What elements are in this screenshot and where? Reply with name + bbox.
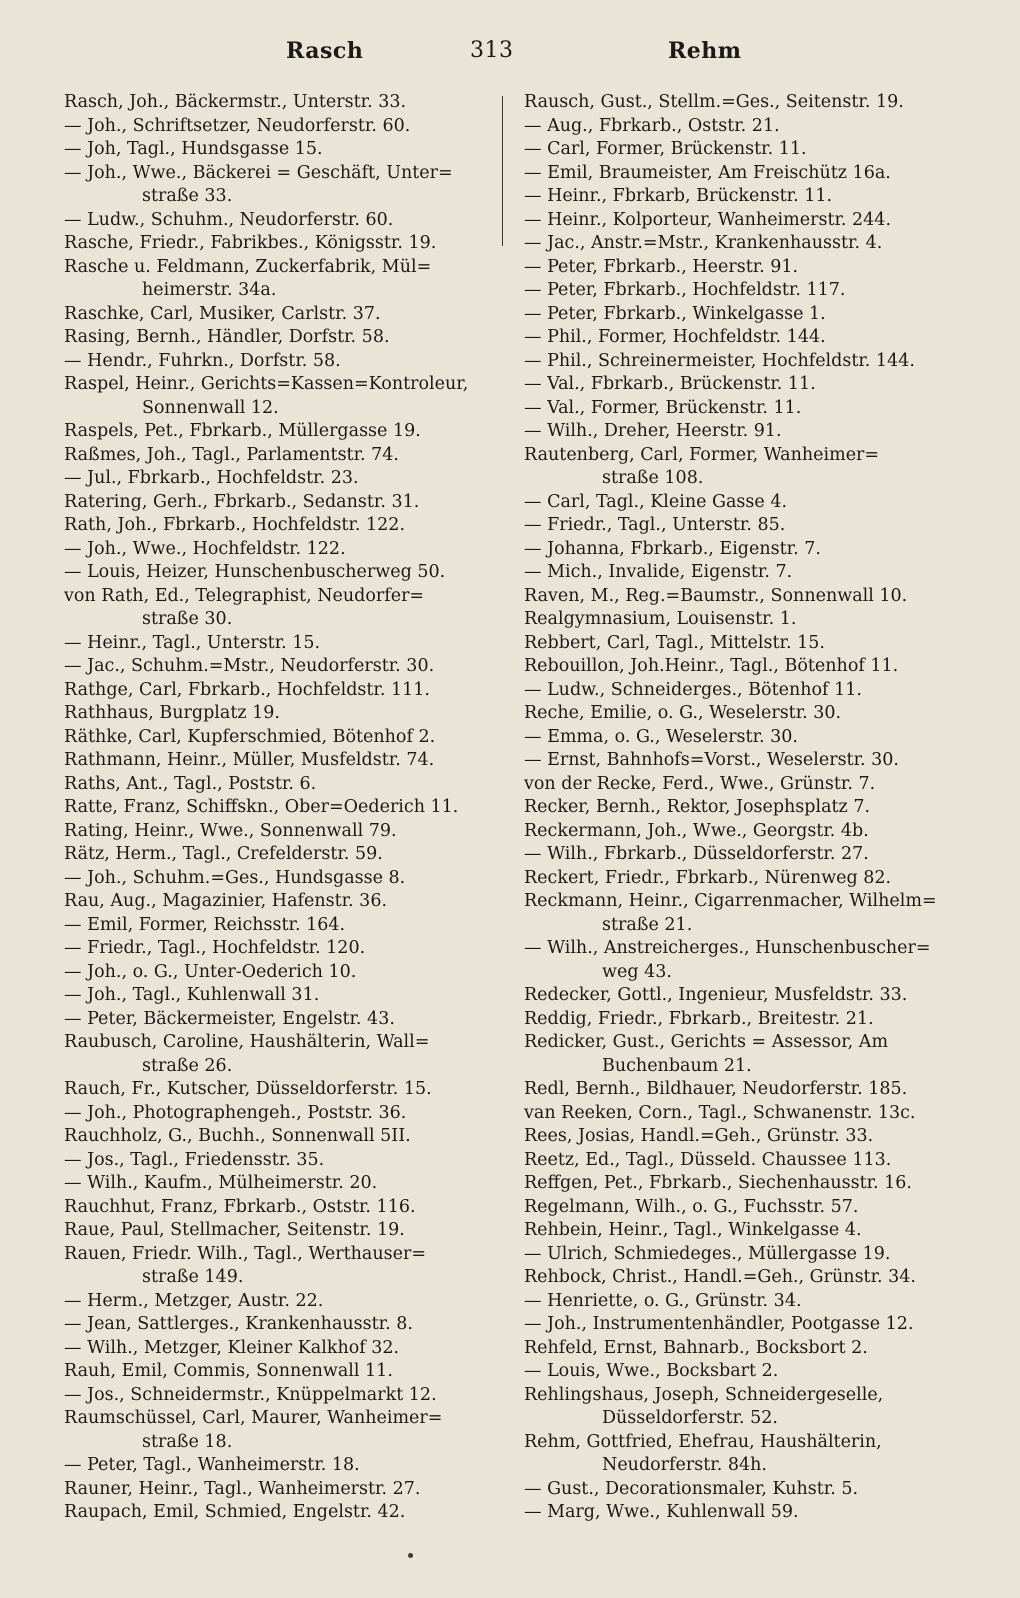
directory-entry-line: Rathmann, Heinr., Müller, Musfeldstr. 74. [64, 750, 435, 770]
directory-entry-line: Redl, Bernh., Bildhauer, Neudorferstr. 185. [524, 1079, 908, 1099]
directory-entry-line: — Wilh., Dreher, Heerstr. 91. [524, 421, 782, 441]
directory-entry-line: Redicker, Gust., Gerichts = Assessor, Am [524, 1032, 889, 1052]
directory-entry-line: — Wilh., Fbrkarb., Düsseldorferstr. 27. [524, 844, 869, 864]
directory-entry-line: Raths, Ant., Tagl., Poststr. 6. [64, 773, 317, 794]
directory-entry-line: Rehfeld, Ernst, Bahnarb., Bocksbort 2. [524, 1337, 868, 1358]
directory-entry-line: — Peter, Fbrkarb., Winkelgasse 1. [524, 303, 826, 324]
directory-entry-line: — Wilh., Kaufm., Mülheimerstr. 20. [64, 1173, 378, 1193]
directory-entry-line: — Jac., Schuhm.=Mstr., Neudorferstr. 30. [64, 656, 435, 676]
directory-entry-line: Rauchhut, Franz, Fbrkarb., Oststr. 116. [64, 1196, 416, 1217]
directory-entry-line: — Joh., Tagl., Kuhlenwall 31. [64, 985, 320, 1005]
directory-entry-line: Realgymnasium, Louisenstr. 1. [524, 609, 797, 629]
directory-entry-line: — Carl, Former, Brückenstr. 11. [524, 139, 807, 159]
directory-entry-line: — Marg, Wwe., Kuhlenwall 59. [524, 1502, 799, 1522]
entry-continuation-line: straße 21. [602, 914, 693, 935]
directory-entry-line: Ratering, Gerh., Fbrkarb., Sedanstr. 31. [64, 491, 420, 512]
right-column [524, 91, 968, 1525]
directory-entry-line: van Reeken, Corn., Tagl., Schwanenstr. 13c. [524, 1102, 916, 1123]
directory-entry-line: — Joh, Tagl., Hundsgasse 15. [64, 139, 323, 159]
directory-entry-line: — Peter, Tagl., Wanheimerstr. 18. [64, 1455, 360, 1475]
directory-entry-line: Raupach, Emil, Schmied, Engelstr. 42. [64, 1502, 406, 1522]
page-number: 313 [470, 38, 514, 63]
directory-entry-line: — Louis, Heizer, Hunschenbuscherweg 50. [64, 562, 446, 582]
directory-entry-line: Rauner, Heinr., Tagl., Wanheimerstr. 27. [64, 1478, 421, 1499]
directory-entry-line: — Phil., Schreinermeister, Hochfeldstr. 144. [524, 350, 915, 371]
entry-continuation-line: Sonnenwall 12. [142, 397, 279, 418]
entry-continuation-line: weg 43. [602, 961, 672, 982]
entry-continuation-line: straße 149. [142, 1267, 244, 1287]
directory-entry-line: — Ernst, Bahnhofs=Vorst., Weselerstr. 30. [524, 750, 899, 770]
directory-entry-line: — Val., Former, Brückenstr. 11. [524, 397, 802, 418]
directory-entry-line: Rath, Joh., Fbrkarb., Hochfeldstr. 122. [64, 515, 406, 535]
directory-entry-line: — Jos., Tagl., Friedensstr. 35. [64, 1149, 325, 1170]
directory-entry-line: Rautenberg, Carl, Former, Wanheimer= [524, 444, 880, 465]
directory-entry-line: — Johanna, Fbrkarb., Eigenstr. 7. [524, 538, 821, 559]
directory-entry-line: Rating, Heinr., Wwe., Sonnenwall 79. [64, 820, 397, 841]
directory-entry-line: — Louis, Wwe., Bocksbart 2. [524, 1361, 779, 1381]
directory-entry-line: — Peter, Fbrkarb., Hochfeldstr. 117. [524, 280, 846, 300]
left-column [64, 91, 496, 1525]
directory-entry-line: Recker, Bernh., Rektor, Josephsplatz 7. [524, 797, 871, 817]
printer-dot [408, 1553, 413, 1558]
directory-entry-line: — Ludw., Schuhm., Neudorferstr. 60. [64, 209, 394, 230]
directory-entry-line: Rathge, Carl, Fbrkarb., Hochfeldstr. 111. [64, 679, 430, 700]
directory-entry-line: Rausch, Gust., Stellm.=Ges., Seitenstr. 19. [524, 92, 904, 112]
directory-entry-line: — Jos., Schneidermstr., Knüppelmarkt 12. [64, 1384, 437, 1405]
directory-entry-line: — Gust., Decorationsmaler, Kuhstr. 5. [524, 1478, 859, 1499]
directory-entry-line: Rebbert, Carl, Tagl., Mittelstr. 15. [524, 632, 825, 653]
directory-entry-line: Raschke, Carl, Musiker, Carlstr. 37. [64, 303, 381, 324]
directory-entry-line: — Joh., Wwe., Bäckerei = Geschäft, Unter= [64, 162, 453, 183]
directory-entry-line: — Friedr., Tagl., Unterstr. 85. [524, 515, 786, 535]
directory-entry-line: Raspels, Pet., Fbrkarb., Müllergasse 19. [64, 421, 421, 441]
entry-continuation-line: heimerstr. 34a. [142, 280, 277, 300]
directory-entry-line: — Peter, Bäckermeister, Engelstr. 43. [64, 1008, 395, 1029]
directory-entry-line: — Peter, Fbrkarb., Heerstr. 91. [524, 256, 799, 277]
directory-entry-line: Raubusch, Caroline, Haushälterin, Wall= [64, 1032, 430, 1052]
directory-entry-line: Rehlingshaus, Joseph, Schneidergeselle, [524, 1384, 884, 1405]
entry-continuation-line: Neudorferstr. 84h. [602, 1455, 767, 1475]
directory-entry-line: Räthke, Carl, Kupferschmied, Bötenhof 2. [64, 726, 436, 747]
directory-entry-line: Raßmes, Joh., Tagl., Parlamentstr. 74. [64, 444, 399, 465]
directory-entry-line: Reffgen, Pet., Fbrkarb., Siechenhausstr. 16. [524, 1173, 912, 1193]
directory-entry-line: Rathhaus, Burgplatz 19. [64, 703, 280, 723]
directory-entry-line: Rau, Aug., Magazinier, Hafenstr. 36. [64, 891, 388, 911]
directory-entry-line: — Wilh., Anstreicherges., Hunschenbuscher= [524, 938, 931, 958]
directory-entry-line: Rauchholz, G., Buchh., Sonnenwall 5II. [64, 1126, 411, 1146]
directory-entry-line: Reckermann, Joh., Wwe., Georgstr. 4b. [524, 820, 869, 841]
directory-entry-line: Raspel, Heinr., Gerichts=Kassen=Kontroleur, [64, 374, 469, 394]
directory-entry-line: von Rath, Ed., Telegraphist, Neudorfer= [64, 585, 425, 606]
directory-entry-line: — Ulrich, Schmiedeges., Müllergasse 19. [524, 1243, 891, 1264]
directory-entry-line: Reckert, Friedr., Fbrkarb., Nürenweg 82. [524, 867, 892, 888]
directory-entry-line: Rasche u. Feldmann, Zuckerfabrik, Mül= [64, 256, 432, 277]
header-left-catchword: Rasch [286, 38, 364, 64]
directory-entry-line: — Val., Fbrkarb., Brückenstr. 11. [524, 374, 816, 394]
directory-entry-line: — Phil., Former, Hochfeldstr. 144. [524, 327, 826, 347]
directory-entry-line: — Jean, Sattlerges., Krankenhausstr. 8. [64, 1314, 413, 1334]
directory-entry-line: Rees, Josias, Handl.=Geh., Grünstr. 33. [524, 1126, 874, 1146]
directory-entry-line: — Mich., Invalide, Eigenstr. 7. [524, 562, 793, 582]
directory-entry-line: Ratte, Franz, Schiffskn., Ober=Oederich 11. [64, 797, 459, 817]
directory-entry-line: — Emil, Braumeister, Am Freischütz 16a. [524, 162, 891, 183]
directory-entry-line: Rauch, Fr., Kutscher, Düsseldorferstr. 15. [64, 1079, 432, 1099]
directory-entry-line: — Hendr., Fuhrkn., Dorfstr. 58. [64, 350, 341, 371]
directory-entry-line: Redecker, Gottl., Ingenieur, Musfeldstr. 33. [524, 985, 908, 1005]
directory-entry-line: Regelmann, Wilh., o. G., Fuchsstr. 57. [524, 1196, 859, 1217]
entry-continuation-line: straße 108. [602, 468, 704, 488]
directory-entry-line: — Joh., Wwe., Hochfeldstr. 122. [64, 538, 346, 559]
directory-entry-line: — Heinr., Tagl., Unterstr. 15. [64, 632, 321, 653]
directory-entry-line: — Henriette, o. G., Grünstr. 34. [524, 1290, 802, 1311]
entry-continuation-line: straße 33. [142, 186, 233, 206]
entry-continuation-line: straße 18. [142, 1431, 233, 1452]
directory-entry-line: — Joh., Schriftsetzer, Neudorferstr. 60. [64, 115, 411, 136]
directory-entry-line: — Joh., Instrumentenhändler, Pootgasse 12. [524, 1314, 914, 1334]
directory-entry-line: Rätz, Herm., Tagl., Crefelderstr. 59. [64, 844, 383, 864]
directory-entry-line: — Joh., Schuhm.=Ges., Hundsgasse 8. [64, 867, 406, 888]
directory-entry-line: — Ludw., Schneiderges., Bötenhof 11. [524, 679, 862, 700]
directory-entry-line: Reetz, Ed., Tagl., Düsseld. Chaussee 113. [524, 1149, 892, 1170]
directory-entry-line: — Joh., o. G., Unter-Oederich 10. [64, 961, 357, 982]
directory-entry-line: Rauh, Emil, Commis, Sonnenwall 11. [64, 1361, 393, 1381]
page-header [0, 38, 1020, 72]
directory-entry-line: Rehbock, Christ., Handl.=Geh., Grünstr. 34. [524, 1267, 916, 1287]
directory-entry-line: — Wilh., Metzger, Kleiner Kalkhof 32. [64, 1337, 400, 1358]
directory-entry-line: Rebouillon, Joh.Heinr., Tagl., Bötenhof 11. [524, 656, 899, 676]
directory-entry-line: Rasch, Joh., Bäckermstr., Unterstr. 33. [64, 92, 407, 112]
directory-entry-line: Raumschüssel, Carl, Maurer, Wanheimer= [64, 1408, 443, 1428]
directory-entry-line: — Herm., Metzger, Austr. 22. [64, 1290, 324, 1311]
entry-continuation-line: Buchenbaum 21. [602, 1055, 752, 1076]
directory-entry-line: Reche, Emilie, o. G., Weselerstr. 30. [524, 703, 842, 723]
directory-entry-line: — Heinr., Fbrkarb, Brückenstr. 11. [524, 186, 833, 206]
directory-entry-line: Raven, M., Reg.=Baumstr., Sonnenwall 10. [524, 585, 908, 606]
directory-entry-line: — Carl, Tagl., Kleine Gasse 4. [524, 491, 788, 512]
header-right-catchword: Rehm [668, 38, 742, 64]
directory-entry-line: Reckmann, Heinr., Cigarrenmacher, Wilhelm= [524, 891, 937, 911]
directory-entry-line: — Emil, Former, Reichsstr. 164. [64, 914, 346, 935]
directory-entry-line: von der Recke, Ferd., Wwe., Grünstr. 7. [524, 773, 876, 794]
entry-continuation-line: Düsseldorferstr. 52. [602, 1408, 778, 1428]
directory-entry-line: — Friedr., Tagl., Hochfeldstr. 120. [64, 938, 366, 958]
directory-entry-line: — Jul., Fbrkarb., Hochfeldstr. 23. [64, 468, 359, 488]
entry-continuation-line: straße 30. [142, 609, 233, 629]
entry-continuation-line: straße 26. [142, 1055, 233, 1076]
directory-entry-line: Rasche, Friedr., Fabrikbes., Königsstr. 19. [64, 233, 437, 253]
column-divider [502, 96, 503, 246]
directory-entry-line: Rehbein, Heinr., Tagl., Winkelgasse 4. [524, 1220, 862, 1240]
directory-entry-line: — Jac., Anstr.=Mstr., Krankenhausstr. 4. [524, 233, 883, 253]
directory-entry-line: — Emma, o. G., Weselerstr. 30. [524, 726, 798, 747]
directory-entry-line: — Aug., Fbrkarb., Oststr. 21. [524, 115, 780, 136]
directory-entry-line: Raue, Paul, Stellmacher, Seitenstr. 19. [64, 1220, 405, 1240]
directory-entry-line: Rehm, Gottfried, Ehefrau, Haushälterin, [524, 1431, 882, 1452]
directory-entry-line: Rauen, Friedr. Wilh., Tagl., Werthauser= [64, 1243, 426, 1264]
directory-entry-line: — Joh., Photographengeh., Poststr. 36. [64, 1102, 407, 1123]
directory-entry-line: Reddig, Friedr., Fbrkarb., Breitestr. 21. [524, 1008, 874, 1029]
directory-entry-line: Rasing, Bernh., Händler, Dorfstr. 58. [64, 327, 390, 347]
directory-entry-line: — Heinr., Kolporteur, Wanheimerstr. 244. [524, 209, 892, 230]
